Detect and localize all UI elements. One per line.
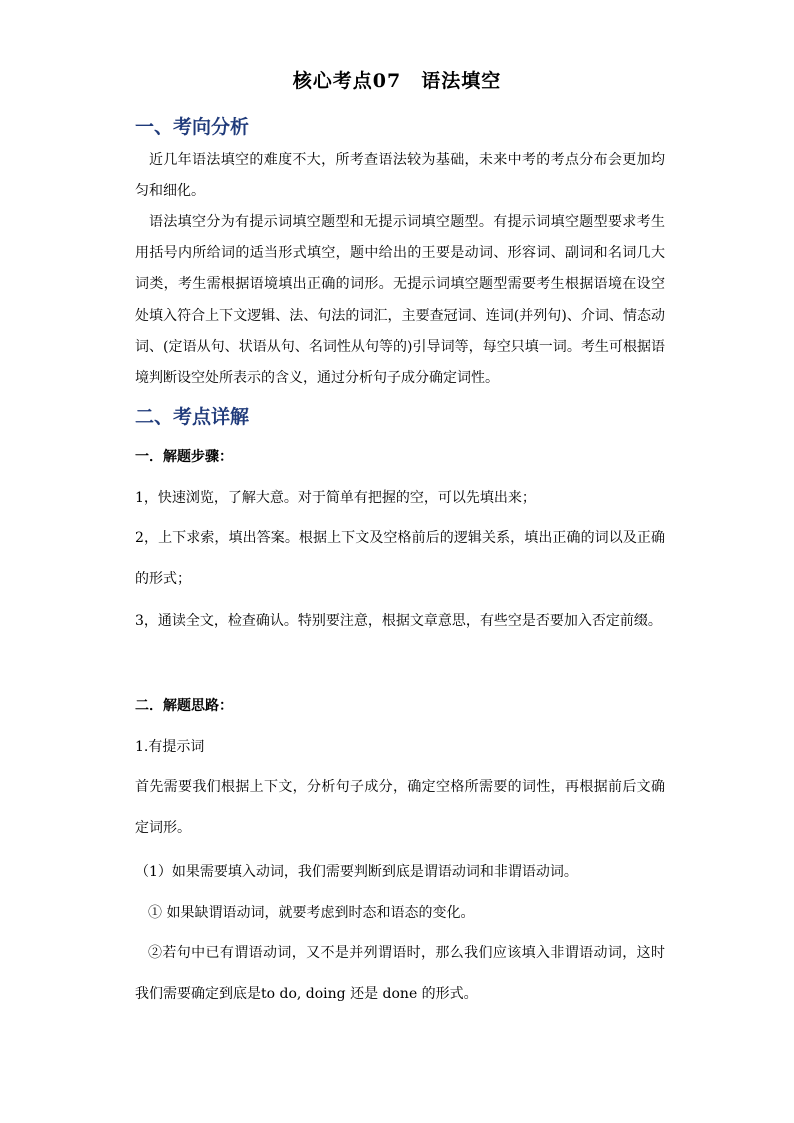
approach-point-1: （1）如果需要填入动词，我们需要判断到底是谓语动词和非谓语动词。 bbox=[135, 864, 578, 880]
analysis-paragraph-2: 语法填空分为有提示词填空题型和无提示词填空题型。有提示词填空题型要求考生用括号内所给词的适当形式填空，题中给出的王要是动词、形容词、副词和名词几大词类，考生需根据语境填出正确的词形。无提示词填空题型需要考生根据语境在设空处填入符合上下文逻辑、法、句法的词汇，主要查冠词、连词(并列句)、介词、情态动词、(定语从句、状语从句、名词性从句等的)引导词等，每空只填一词。考生可根据语境判断设空处所表示的含义，通过分析句子成分确定词性。 bbox=[135, 214, 665, 387]
subsection-title-steps: 一．解题步骤： bbox=[135, 449, 233, 465]
approach-point-1b: ②若句中已有谓语动词，又不是并列谓语时，那么我们应该填入非谓语动词，这时我们需要确定到底是to do, doing 还是 done 的形式。 bbox=[135, 945, 665, 1002]
approach-item-1: 1.有提示词 bbox=[135, 739, 205, 755]
section-heading-analysis: 一、考向分析 bbox=[135, 116, 250, 138]
step-item-3: 3，通读全文，检查确认。特别要注意，根据文章意思，有些空是否要加入否定前缀。 bbox=[135, 613, 662, 629]
analysis-paragraph-1: 近几年语法填空的难度不大，所考查语法较为基础，未来中考的考点分布会更加均匀和细化。 bbox=[135, 152, 665, 200]
approach-point-1a: ① 如果缺谓语动词，就要考虑到时态和语态的变化。 bbox=[148, 905, 475, 921]
step-item-2: 2，上下求索，填出答案。根据上下文及空格前后的逻辑关系，填出正确的词以及正确的形式； bbox=[135, 530, 665, 587]
page-title: 核心考点07 语法填空 bbox=[292, 70, 502, 92]
step-item-1: 1，快速浏览，了解大意。对于简单有把握的空，可以先填出来； bbox=[135, 490, 536, 506]
approach-paragraph: 首先需要我们根据上下文，分析句子成分，确定空格所需要的词性，再根据前后文确定词形。 bbox=[135, 779, 665, 836]
subsection-title-approach: 二．解题思路： bbox=[135, 698, 233, 714]
section-heading-details: 二、考点详解 bbox=[135, 406, 250, 428]
